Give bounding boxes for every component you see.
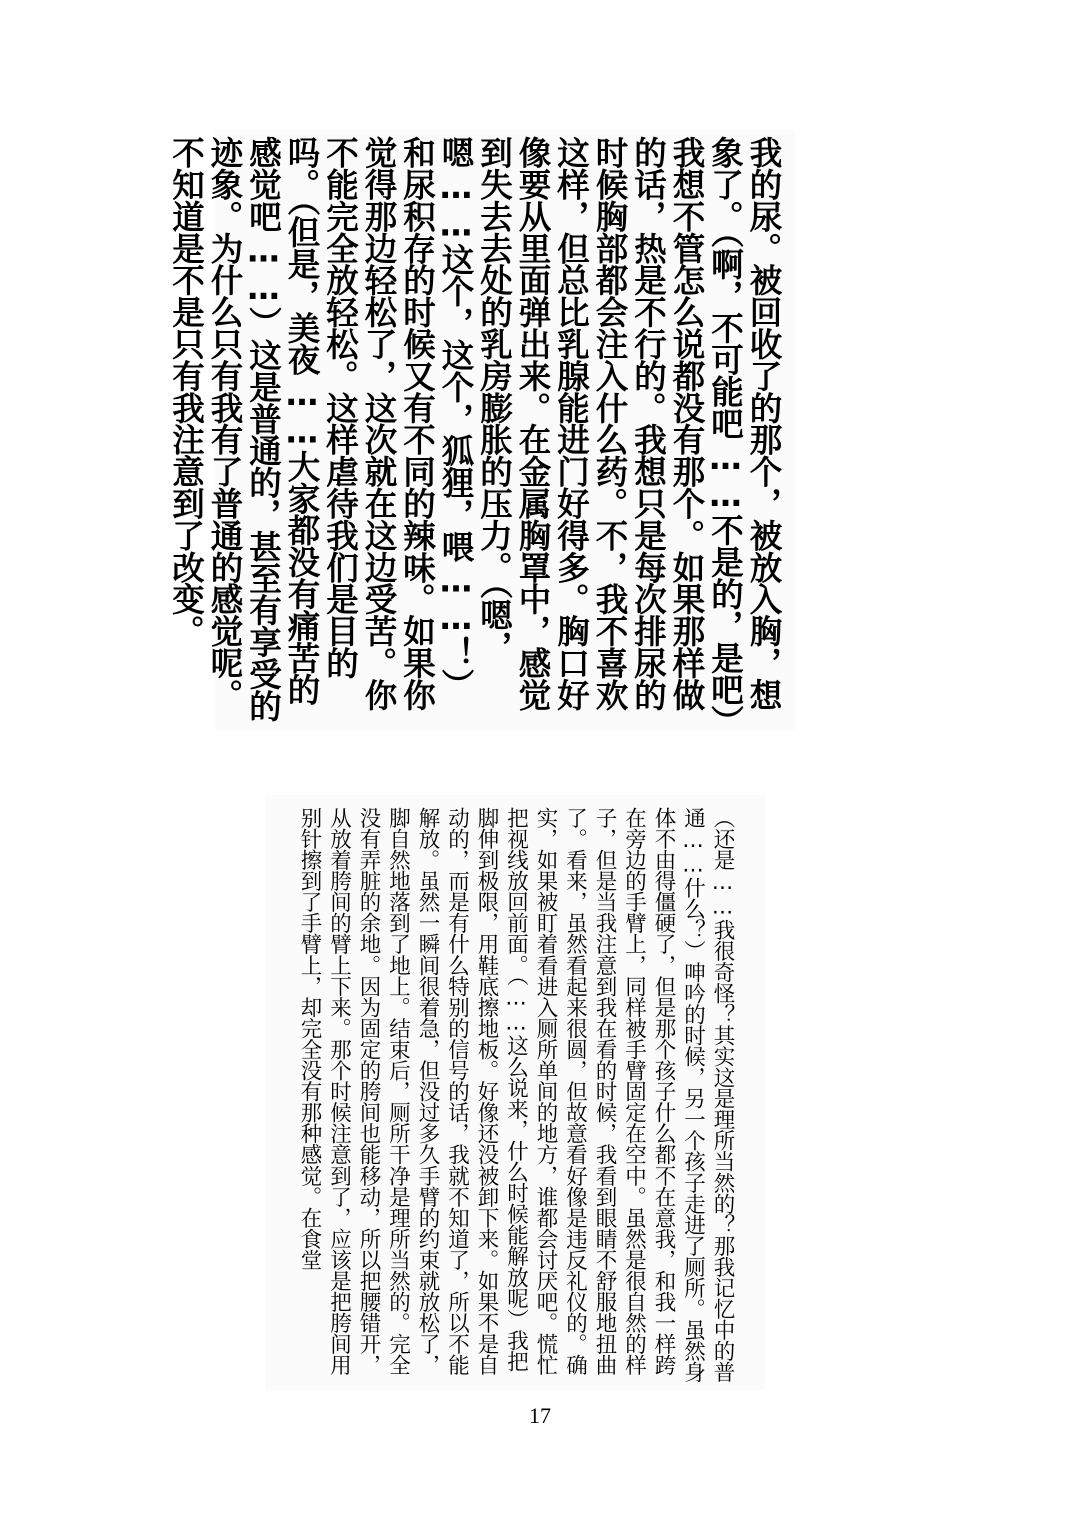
top-text-panel (167, 130, 795, 730)
page-number: 17 (529, 1403, 551, 1428)
bottom-vertical-text: （还是……我很奇怪？其实这是理所当然的？那我记忆中的普通……什么？）呻吟的时候，另一个孩子走进了厕所。虽然身体不由得僵硬了，但是那个孩子什么都不在意我，和我一样跨在旁边的手臂上，同样被手臂固定在空中。虽然是很自然的样子，但是当我注意到我在看的时候，我看到眼睛不舒服地扭曲了。看来，虽然看起来很圆，但故意看好像是违反礼仪的。确实，如果被盯着看进入厕所单间的地方，谁都会讨厌吧。慌忙把视线放回前面。（……这么说来，什么时候能解放呢）我把脚伸到极限，用鞋底擦地板。好像还没被卸下来。如果不是自动的，而是有什么特别的信号的话，我就不知道了，所以不能解放。虽然一瞬间很着急，但没过多久手臂的约束就放松了，脚自然地落到了地上。结束后，厕所干净是理所当然的。完全没有弄脏的余地。因为固定的胯间也能移动，所以把腰错开，从放着胯间的臂上下来。那个时候注意到了，应该是把胯间用别针擦到了手臂上，却完全没有那种感觉。在食堂 (297, 807, 735, 1383)
top-vertical-text: 我的尿。被回收了的那个，被放入胸，想象了。（啊，不可能吧……不是的，是吧）我想不管怎么说都没有那个。如果那样做的话，热是不行的。我想只是每次排尿的时候胸部都会注入什么药。不，我不喜欢这样，但总比乳腺能进门好得多。胸口好像要从里面弹出来。在金属胸罩中，感觉到失去去处的乳房膨胀的压力。（嗯，嗯……这个，这个，狐狸，喂……！）和尿积存的时候又有不同的辣味。如果你觉得那边轻松了，这次就在这边受苦。你不能完全放轻松。这样虐待我们是目的吗。（但是，美夜……大家都没有痛苦的感觉吧……）这是普通的，甚至有享受的迹象。为什么只有我有了普通的感觉呢。不知道是不是只有我注意到了改变。 (167, 136, 783, 722)
bottom-text-panel (265, 795, 765, 1390)
